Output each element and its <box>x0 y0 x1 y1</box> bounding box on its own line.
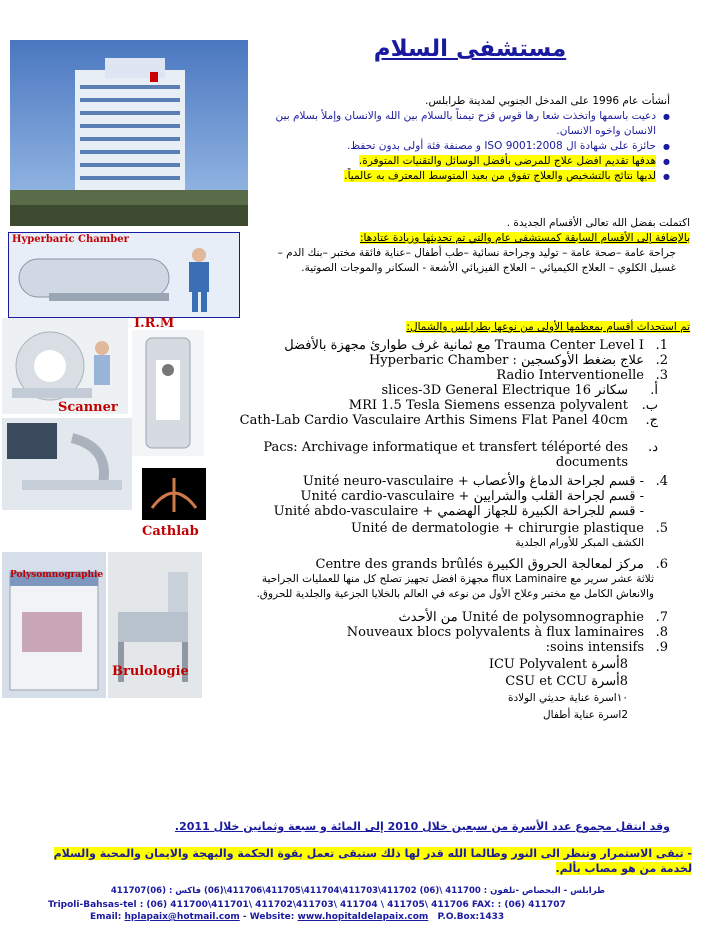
list-item: د. Pacs: Archivage informatique et transfert téléporté des documents <box>263 440 658 470</box>
new-departments-heading: تم استحداث أقسام بمعظمها الأولى من نوعها بطرابلس والشمال: <box>406 321 690 333</box>
summary-line: وقد انتقل مجموع عدد الأسرة من سبعين خلال 2010 إلى المائة و سبعة وثمانين خلال 2011. <box>174 820 670 833</box>
list-item: 8أسرة CSU et CCU <box>505 674 628 689</box>
list-item: 4. - قسم لجراحة الدماغ والأعصاب + Unité neuro-vasculaire <box>302 474 668 489</box>
list-item: - قسم للجراحة الكبيرة للجهاز الهضمي + Unité abdo-vasculaire <box>273 504 644 519</box>
list-item: 6. مركز لمعالجة الحروق الكبيرة Centre des grands brûlés <box>315 557 668 572</box>
caption-scanner: Scanner <box>58 400 118 415</box>
list-item: 7. Unité de polysomnographie من الأحدث <box>398 610 668 625</box>
cathlab-room-photo <box>2 418 132 510</box>
website-label: - Website: <box>242 912 295 922</box>
list-item: ١٠اسرة عناية حديثي الولادة <box>507 692 628 704</box>
new-departments-line: اكتملت بفضل الله تعالى الأقسام الجديدة . <box>506 217 690 229</box>
intro-bullet: ● دعيت باسمها واتخذت شعا رها قوس قزح تيمناً بالسلام بين الله والانسان وإملأ بسلام بين الانسان واخوه الانسان. <box>258 109 670 139</box>
list-item: 5. Unité de dermatologie + chirurgie plastique <box>351 521 668 536</box>
list-item: 8أسرة ICU Polyvalent <box>488 657 628 672</box>
list-item: أ. سكانر 16 slices-3D General Electrique <box>381 383 658 398</box>
list-item: 8. Nouveaux blocs polyvalents à flux laminaires <box>346 625 668 640</box>
caption-polysomnographie: Polysomnographie <box>10 570 104 580</box>
previous-departments-heading: بالإضافة إلى الأقسام السابقة كمستشفى عام والتي تم تحديثها وزيادة عتادها: <box>359 232 690 244</box>
intro-bullet: ● حائزة على شهادة ال ISO 9001:2008 و مصنفة فئة أولى بدون تحفظ. <box>258 139 670 154</box>
previous-departments-list: جراحة عامة –صحة عامة – توليد وجراحة نسائية –طب أطفال –عناية فائقة مختبر –بنك الدم – غسيل الكلوي – العلاج الكيميائي – العلاج الفيزيائي الأشعة - السكانر والموجات الصوتية. <box>277 247 676 274</box>
list-item: ثلاثة عشر سرير مع flux Laminaire مجهزة افضل تجهيز تصلح كل منها للعمليات الجراحية والانعاش الكامل مع مختبر وعلاج الأول من نوعه في العالم بالخلايا الجزعية والجلدية للحروق. <box>256 573 654 600</box>
list-item: 2. علاج بضغط الأوكسجين : Hyperbaric Chamber <box>368 353 668 368</box>
pobox: P.O.Box:1433 <box>437 912 505 922</box>
contact-tel: Tripoli-Bahsas-tel : (06) 411700\411701\ 411702\411703\ 411704 \ 411705\ 411706 FAX: : (06) 411707 <box>48 900 566 910</box>
website-link[interactable]: www.hopitaldelapaix.com <box>297 912 429 922</box>
contact-email-website <box>0 911 705 923</box>
list-item: - قسم لجراحة القلب والشرايين + Unité cardio-vasculaire <box>300 489 644 504</box>
caption-hyperbaric: Hyperbaric Chamber <box>12 234 129 245</box>
irm-photo <box>132 330 204 456</box>
page-title: مستشفى السلام <box>373 36 567 62</box>
cathlab-vessels-photo <box>142 468 206 520</box>
list-item: 3. Radio Interventionelle <box>496 368 668 383</box>
intro-bullet: ● لديها نتائج بالتشخيص والعلاج تفوق من بعيد المتوسط المعترف به عالمياً. <box>258 169 670 184</box>
email-link[interactable]: hplapaix@hotmail.com <box>124 912 240 922</box>
list-item: ب. MRI 1.5 Tesla Siemens essenza polyvalent <box>348 398 658 413</box>
caption-cathlab: Cathlab <box>142 524 199 539</box>
email-label: Email: <box>90 912 122 922</box>
intro-line: أنشأت عام 1996 على المدخل الجنوبي لمدينة طرابلس. <box>425 95 670 107</box>
intro-bullet: ● هدفها تقديم افضل علاج للمرضى بأفضل الوسائل والتقنيات المتوفرة. <box>258 154 670 169</box>
list-item: الكشف المبكر للأورام الجلدية <box>515 537 644 549</box>
closing-text: - تبقى الاستمرار وتنظر الى النور وطالما الله قدر لها ذلك ستبقى تعمل بقوة الحكمة والبهجة والايمان والمحبة والسلام لخدمة من هو مصاب بألم. <box>53 847 692 875</box>
hospital-building-photo <box>10 40 248 226</box>
contact-arabic: طرابلس - البحصاص -تلفون : 411700 \(06) 411702\411703\411704\411705\411706\(06) فاكس : (06)411707 <box>110 886 605 896</box>
caption-brulologie: Brulologie <box>112 664 189 679</box>
list-item: 9. soins intensifs: <box>545 640 668 655</box>
list-item: ج. Cath-Lab Cardio Vasculaire Arthis Simens Flat Panel 40cm <box>239 413 658 428</box>
list-item: 2اسرة عناية أطفال <box>543 709 628 721</box>
list-item: 1. Trauma Center Level I مع ثمانية غرف طوارئ مجهزة بالأفضل <box>284 338 668 353</box>
caption-irm: I.R.M <box>134 316 175 331</box>
